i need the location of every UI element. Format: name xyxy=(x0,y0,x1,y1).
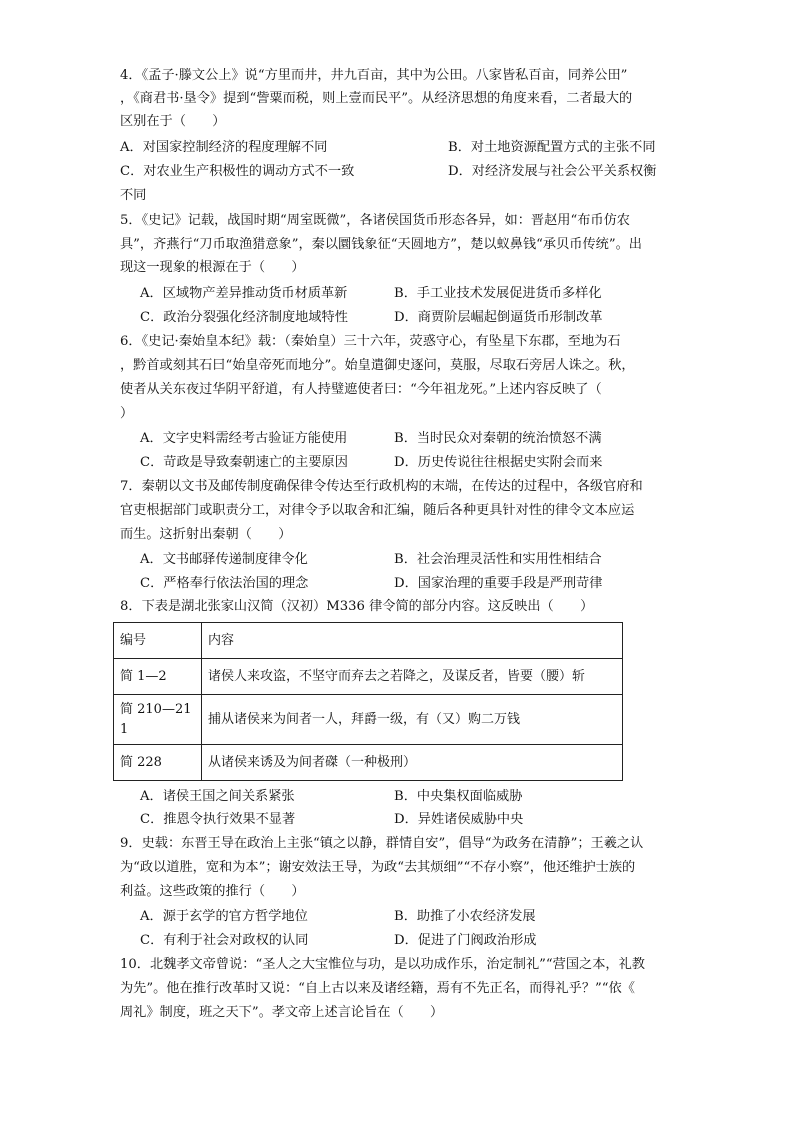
q7-option-a[interactable]: A．文书邮驿传递制度律令化 xyxy=(140,552,308,567)
q7-option-c[interactable]: C．严格奉行依法治国的理念 xyxy=(140,576,309,591)
table-cell-content: 捕从诸侯来为间者一人，拜爵一级，有（又）购二万钱 xyxy=(202,695,623,745)
q7-option-b[interactable]: B．社会治理灵活性和实用性相结合 xyxy=(394,552,602,567)
q4-option-d-wrap: 不同 xyxy=(120,188,147,203)
q6-option-c[interactable]: C．苛政是导致秦朝速亡的主要原因 xyxy=(140,455,348,470)
q9-option-b[interactable]: B．助推了小农经济发展 xyxy=(394,909,536,924)
q8-option-a[interactable]: A．诸侯王国之间关系紧张 xyxy=(140,789,295,804)
q5-stem-line-3: 现这一现象的根源在于（ ） xyxy=(120,260,305,275)
q8-stem-line-1: 8．下表是湖北张家山汉简（汉初）M336 律令简的部分内容。这反映出（ ） xyxy=(120,599,594,614)
q4-stem-line-2: ，《商君书·垦令》提到“訾粟而税，则上壹而民平”。从经济思想的角度来看，二者最大的 xyxy=(120,91,633,106)
q8-option-d[interactable]: D．异姓诸侯威胁中央 xyxy=(394,812,524,827)
q6-stem-line-3: 使者从关东夜过华阴平舒道，有人持璧遮使者曰：“今年祖龙死。”上述内容反映了（ xyxy=(120,382,602,397)
q7-stem-line-3: 而生。这折射出秦朝（ ） xyxy=(120,527,292,542)
table-cell-content: 从诸侯来诱及为间者磔（一种极刑） xyxy=(202,745,623,781)
q4-option-d[interactable]: D．对经济发展与社会公平关系权衡 xyxy=(448,164,657,179)
table-cell-id: 简 210—211 xyxy=(114,695,202,745)
table-header-content: 内容 xyxy=(202,623,623,659)
table-cell-id: 简 228 xyxy=(114,745,202,781)
q8-option-c[interactable]: C．推恩令执行效果不显著 xyxy=(140,812,296,827)
q5-stem-line-1: 5．《史记》记载，战国时期“周室既微”，各诸侯国货币形态各异，如：晋赵用“布币仿农 xyxy=(120,213,630,228)
table-cell-content: 诸侯人来攻盗，不坚守而弃去之若降之，及谋反者，皆要（腰）斩 xyxy=(202,659,623,695)
q8-option-b[interactable]: B．中央集权面临威胁 xyxy=(394,789,523,804)
table-row xyxy=(114,745,623,781)
table-row xyxy=(114,659,623,695)
q9-stem-line-1: 9．史载：东晋王导在政治上主张“镇之以静，群情自安”，倡导“为政务在清静”；王羲之认 xyxy=(120,836,644,851)
q10-stem-line-1: 10．北魏孝文帝曾说：“圣人之大宝惟位与功，是以功成作乐，治定制礼”“营国之本，礼教 xyxy=(120,957,645,972)
q9-option-c[interactable]: C．有利于社会对政权的认同 xyxy=(140,933,309,948)
q10-stem-line-2: 为先”。他在推行改革时又说：“自上古以来及诸经籍，焉有不先正名，而得礼乎？”“依《 xyxy=(120,981,635,996)
q6-option-a[interactable]: A．文字史料需经考古验证方能使用 xyxy=(140,431,348,446)
q9-stem-line-3: 利益。这些政策的推行（ ） xyxy=(120,884,305,899)
table-row xyxy=(114,695,623,745)
q6-option-d[interactable]: D．历史传说往往根据史实附会而来 xyxy=(394,455,603,470)
q9-option-a[interactable]: A．源于玄学的官方哲学地位 xyxy=(140,909,308,924)
q7-option-d[interactable]: D．国家治理的重要手段是严刑苛律 xyxy=(394,576,603,591)
q4-stem-line-3: 区别在于（ ） xyxy=(120,114,226,129)
q5-option-a[interactable]: A．区域物产差异推动货币材质革新 xyxy=(140,286,348,301)
q7-stem-line-1: 7．秦朝以文书及邮传制度确保律令传达至行政机构的末端，在传达的过程中，各级官府和 xyxy=(120,479,643,494)
q6-stem-line-4: ） xyxy=(120,406,134,421)
q9-stem-line-2: 为“政以道胜，宽和为本”；谢安效法王导，为政“去其烦细”“不存小察”，他还维护士族的 xyxy=(120,860,636,875)
q6-option-b[interactable]: B．当时民众对秦朝的统治愤怒不满 xyxy=(394,431,602,446)
q7-stem-line-2: 官吏根据部门或职责分工，对律令予以取舍和汇编，随后各种更具针对性的律令文本应运 xyxy=(120,503,635,518)
q5-stem-line-2: 具”，齐燕行“刀币取渔猎意象”，秦以圜钱象征“天圆地方”，楚以蚁鼻钱“承贝币传统”。出 xyxy=(120,237,642,252)
q6-stem-line-1: 6．《史记·秦始皇本纪》载：（秦始皇）三十六年，荧惑守心，有坠星下东郡，至地为石 xyxy=(120,334,621,349)
table-header-id: 编号 xyxy=(114,623,202,659)
q4-option-b[interactable]: B．对土地资源配置方式的主张不同 xyxy=(448,140,656,155)
q5-option-b[interactable]: B．手工业技术发展促进货币多样化 xyxy=(394,286,602,301)
table-header-row xyxy=(114,623,623,659)
q9-option-d[interactable]: D．促进了门阀政治形成 xyxy=(394,933,537,948)
q5-option-c[interactable]: C．政治分裂强化经济制度地域特性 xyxy=(140,310,348,325)
q5-option-d[interactable]: D．商贾阶层崛起倒逼货币形制改革 xyxy=(394,310,603,325)
q10-stem-line-3: 周礼》制度，班之天下”。孝文帝上述言论旨在（ ） xyxy=(120,1005,444,1020)
q4-stem-line-1: 4．《孟子·滕文公上》说“方里而井，井九百亩，其中为公田。八家皆私百亩，同养公田” xyxy=(120,68,628,83)
q8-law-table xyxy=(113,622,623,781)
q4-option-c[interactable]: C．对农业生产积极性的调动方式不一致 xyxy=(120,164,355,179)
q6-stem-line-2: ，黔首或刻其石曰“始皇帝死而地分”。始皇遣御史逐问，莫服，尽取石旁居人诛之。秋， xyxy=(120,358,635,373)
q4-option-a[interactable]: A．对国家控制经济的程度理解不同 xyxy=(120,140,328,155)
table-cell-id: 简 1—2 xyxy=(114,659,202,695)
